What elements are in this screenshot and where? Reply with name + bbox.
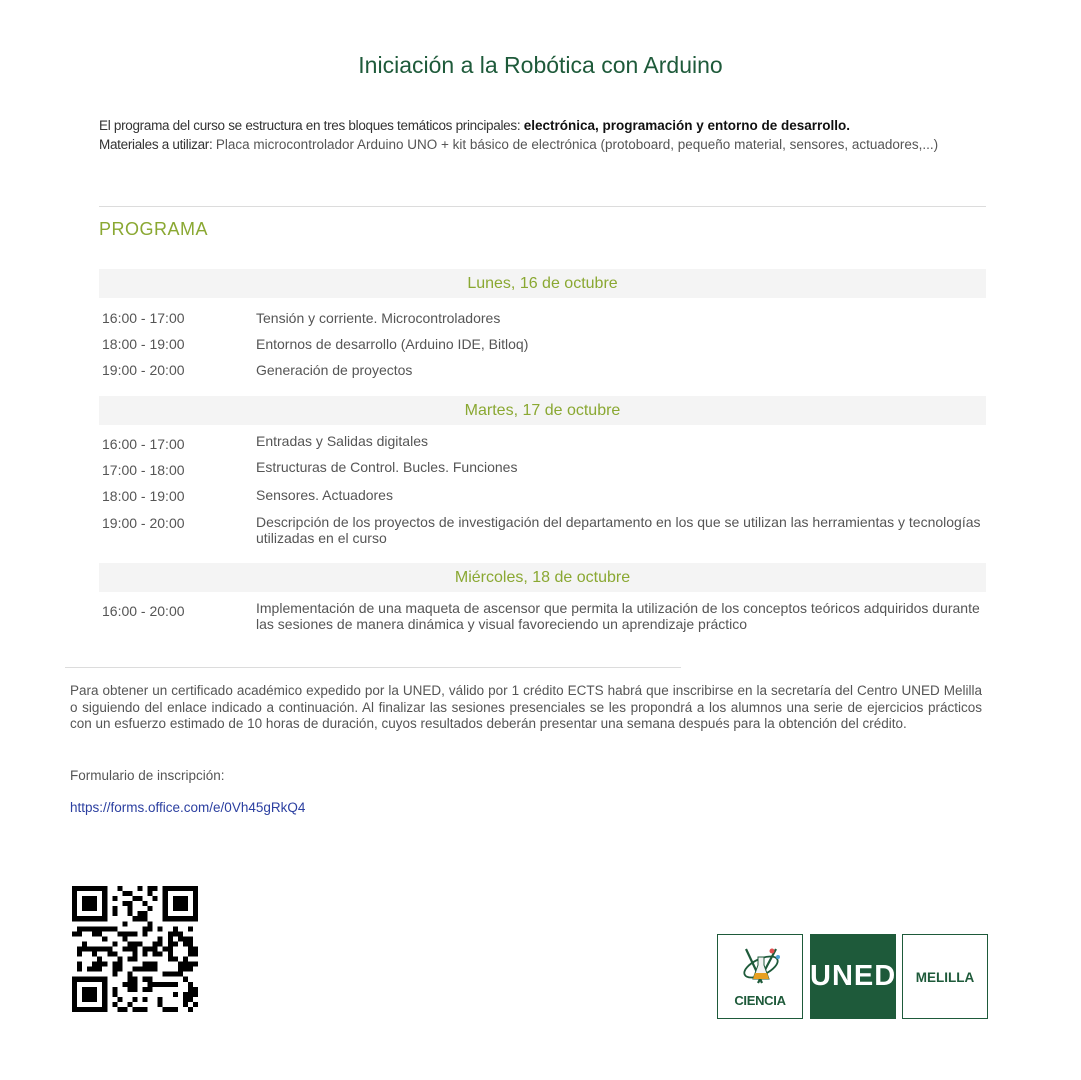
melilla-logo — [902, 934, 988, 1019]
qr-code-icon[interactable] — [72, 886, 198, 1012]
intro-block — [99, 116, 986, 154]
ciencia-logo-icon — [718, 935, 804, 995]
page-title: Iniciación a la Robótica con Arduino — [358, 52, 723, 78]
session-desc: Entornos de desarrollo (Arduino IDE, Bitloq) — [256, 336, 529, 352]
session-desc: Sensores. Actuadores — [256, 487, 393, 503]
ciencia-logo-text: CIENCIA — [734, 993, 786, 1008]
programa-heading: PROGRAMA — [99, 219, 209, 239]
session-desc: Generación de proyectos — [256, 362, 413, 378]
session-time: 18:00 - 19:00 — [102, 336, 185, 352]
session-desc: Estructuras de Control. Bucles. Funciones — [256, 459, 518, 475]
session-time: 16:00 - 20:00 — [102, 603, 185, 619]
day-header: Martes, 17 de octubre — [99, 396, 986, 425]
day-header: Miércoles, 18 de octubre — [99, 563, 986, 592]
materials-label: Materiales a utilizar: — [99, 137, 216, 152]
materials-line — [99, 135, 986, 154]
session-time: 19:00 - 20:00 — [102, 515, 185, 531]
session-desc: Implementación de una maqueta de ascensor que permita la utilización de los conceptos teóricos adquiridos durante las sesiones de manera dinámica y visual favoreciendo un aprendizaje práctico — [256, 600, 980, 632]
session-time: 18:00 - 19:00 — [102, 488, 185, 504]
certificate-info: Para obtener un certificado académico expedido por la UNED, válido por 1 crédito ECTS habrá que inscribirse en la secretaría del Centro UNED Melilla o siguiendo del enlace indicado a continuación. Al finalizar las sesiones presenciales se les propondrá a los alumnos una serie de ejercicios prácticos con un esfuerzo estimado de 10 horas de duración, cuyos resultados deberán presentar una semana después para la obtención del crédito. — [70, 683, 982, 731]
intro-line — [99, 116, 986, 135]
melilla-logo-text: MELILLA — [915, 970, 975, 985]
session-desc: Descripción de los proyectos de investigación del departamento en los que se utilizan las herramientas y tecnologías utilizadas en el curso — [256, 514, 981, 546]
uned-logo-text: UNED — [810, 960, 897, 992]
uned-logo — [810, 934, 896, 1019]
form-label: Formulario de inscripción: — [70, 768, 225, 783]
session-time: 16:00 - 17:00 — [102, 436, 185, 452]
session-time: 17:00 - 18:00 — [102, 462, 185, 478]
day-header: Lunes, 16 de octubre — [99, 269, 986, 298]
intro-text: El programa del curso se estructura en tres bloques temáticos principales: — [99, 118, 524, 133]
divider — [99, 206, 986, 207]
registration-form-link[interactable]: https://forms.office.com/e/0Vh45gRkQ4 — [70, 800, 306, 815]
materials-text: Placa microcontrolador Arduino UNO + kit básico de electrónica (protoboard, pequeño material, sensores, actuadores,...) — [215, 137, 939, 152]
session-time: 16:00 - 17:00 — [102, 310, 185, 326]
intro-bold-text: electrónica, programación y entorno de desarrollo. — [523, 118, 851, 133]
session-desc: Entradas y Salidas digitales — [256, 433, 428, 449]
ciencia-logo — [717, 934, 803, 1019]
divider — [65, 667, 681, 668]
session-desc: Tensión y corriente. Microcontroladores — [256, 310, 501, 326]
session-time: 19:00 - 20:00 — [102, 362, 185, 378]
